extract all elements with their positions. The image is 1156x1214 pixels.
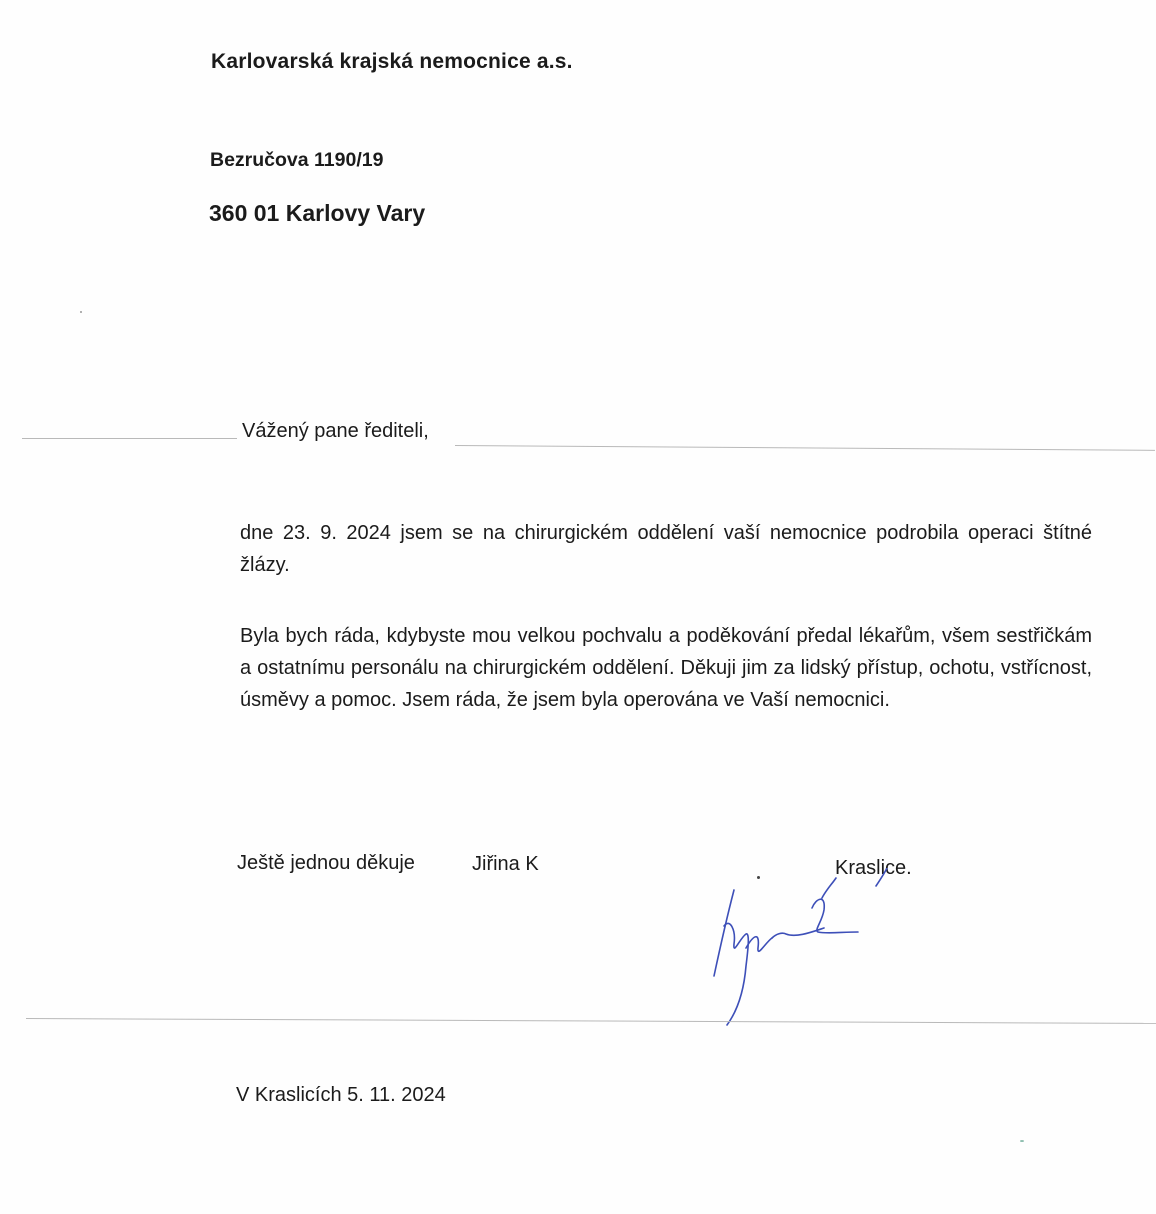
handwritten-signature: [700, 868, 900, 1033]
recipient-city: 360 01 Karlovy Vary: [209, 200, 426, 226]
place-and-date: V Kraslicích 5. 11. 2024: [236, 1084, 446, 1106]
closing-text: Ještě jednou děkuje: [237, 852, 415, 874]
signer-name: Jiřina K: [472, 853, 539, 875]
recipient-organization: Karlovarská krajská nemocnice a.s.: [211, 50, 573, 73]
body-paragraph-1: dne 23. 9. 2024 jsem se na chirurgickém oddělení vaší nemocnice podrobila operaci štítné žlázy.: [240, 522, 1092, 576]
salutation: Vážený pane řediteli,: [242, 420, 429, 442]
signer-town: Kraslice.: [835, 857, 912, 879]
fold-line: [455, 445, 1155, 451]
fold-line: [22, 438, 237, 439]
body-paragraph-2: Byla bych ráda, kdybyste mou velkou pochvalu a poděkování předal lékařům, všem sestřičkám a ostatnímu personálu na chirurgickém oddělení. Děkuji jim za lidský přístup, ochotu, vstřícnost, úsměvy a pomoc. Jsem ráda, že jsem byla operována ve Vaší nemocnici.: [240, 625, 1092, 711]
fold-line: [26, 1018, 1156, 1024]
paper-speck: [1020, 1140, 1024, 1142]
paper-speck: [80, 311, 82, 313]
recipient-street: Bezručova 1190/19: [210, 149, 384, 171]
